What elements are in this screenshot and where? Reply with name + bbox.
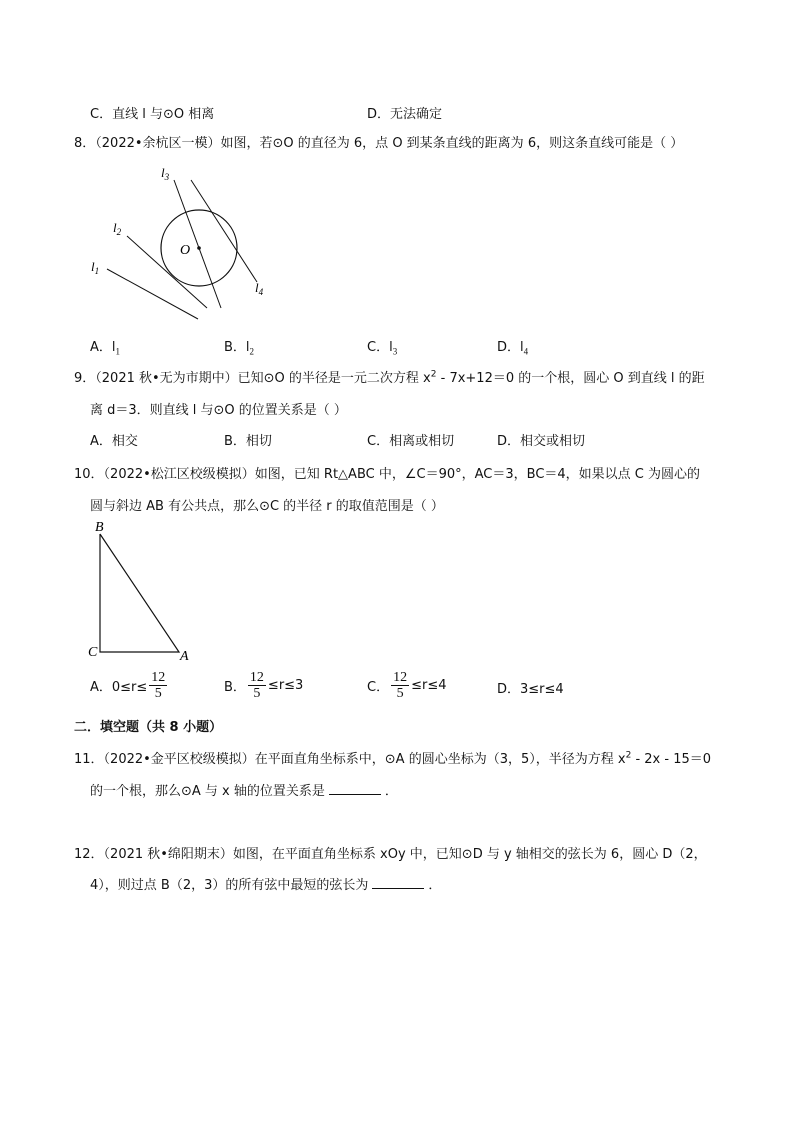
- answer-blank[interactable]: [329, 782, 381, 795]
- q9-option-c: C．相离或相切: [367, 434, 455, 449]
- q9-option-b: B．相切: [224, 434, 272, 449]
- q8-option-c: C．$l_3$: [367, 340, 398, 357]
- fraction-12-5: $\frac{12}{5}$: [393, 670, 408, 701]
- q8-option-a: A．$l_1$: [90, 340, 121, 357]
- q10-triangle-figure: [85, 518, 205, 666]
- q7-option-c: C．直线 l 与⊙O 相离: [90, 107, 215, 122]
- line-l2: [127, 236, 207, 308]
- q9-stem-line2: 离 d＝3．则直线 l 与⊙O 的位置关系是（ ）: [90, 403, 347, 418]
- q11-line2: 的一个根，那么⊙A 与 x 轴的位置关系是 ．: [90, 784, 398, 799]
- q8-option-d: D．$l_4$: [497, 340, 529, 357]
- label-a: A: [180, 649, 189, 664]
- answer-blank[interactable]: [372, 876, 424, 889]
- fraction-12-5: $\frac{12}{5}$: [249, 670, 264, 701]
- q9-stem-line1: 9．（2021 秋•无为市期中）已知⊙O 的半径是一元二次方程 $x^2 - 7x+12=0$ 的一个根，圆心 O 到直线 l 的距: [74, 369, 705, 386]
- triangle-abc: [100, 534, 179, 652]
- q9-option-d: D．相交或相切: [497, 434, 586, 449]
- label-l3: $l_3$: [161, 165, 170, 182]
- label-l2: $l_2$: [113, 220, 122, 237]
- label-c: C: [88, 645, 98, 660]
- q10-option-b: B． $\frac{12}{5}$ ≤r≤3: [224, 670, 304, 701]
- label-o: O: [180, 243, 191, 258]
- q10-option-c: C． $\frac{12}{5}$ ≤r≤4: [367, 670, 447, 701]
- label-l1: $l_1$: [91, 259, 100, 276]
- q7-option-d: D．无法确定: [367, 107, 443, 122]
- q10-stem-line2: 圆与斜边 AB 有公共点，那么⊙C 的半径 r 的取值范围是（ ）: [90, 499, 444, 514]
- q9-option-a: A．相交: [90, 434, 138, 449]
- q12-line2: 4），则过点 B（2，3）的所有弦中最短的弦长为 ．: [90, 878, 442, 893]
- q8-option-b: B．$l_2$: [224, 340, 255, 357]
- fraction-12-5: $\frac{12}{5}$: [151, 670, 166, 701]
- q10-option-d: D．3≤r≤4: [497, 682, 564, 697]
- q10-option-a: A．0≤r≤ $\frac{12}{5}$: [90, 670, 166, 701]
- section-title: 二．填空题（共 8 小题）: [74, 720, 223, 735]
- q8-figure: [85, 162, 285, 327]
- q11-line1: 11．（2022•金平区校级模拟）在平面直角坐标系中，⊙A 的圆心坐标为（3，5），半径为方程 $x^2 - 2x - 15=0$: [74, 750, 712, 767]
- line-l4: [191, 180, 257, 282]
- label-l4: $l_4$: [255, 280, 264, 297]
- label-b: B: [95, 520, 104, 535]
- q10-stem-line1: 10．（2022•松江区校级模拟）如图，已知 Rt△ABC 中，∠C＝90°，AC＝3，BC＝4，如果以点 C 为圆心的: [74, 467, 701, 482]
- q8-stem: 8．（2022•余杭区一模）如图，若⊙O 的直径为 6，点 O 到某条直线的距离为 6，则这条直线可能是（ ）: [74, 136, 684, 151]
- q12-line1: 12．（2021 秋•绵阳期末）如图，在平面直角坐标系 xOy 中，已知⊙D 与 y 轴相交的弦长为 6，圆心 D（2，: [74, 847, 707, 862]
- line-l1: [107, 269, 198, 319]
